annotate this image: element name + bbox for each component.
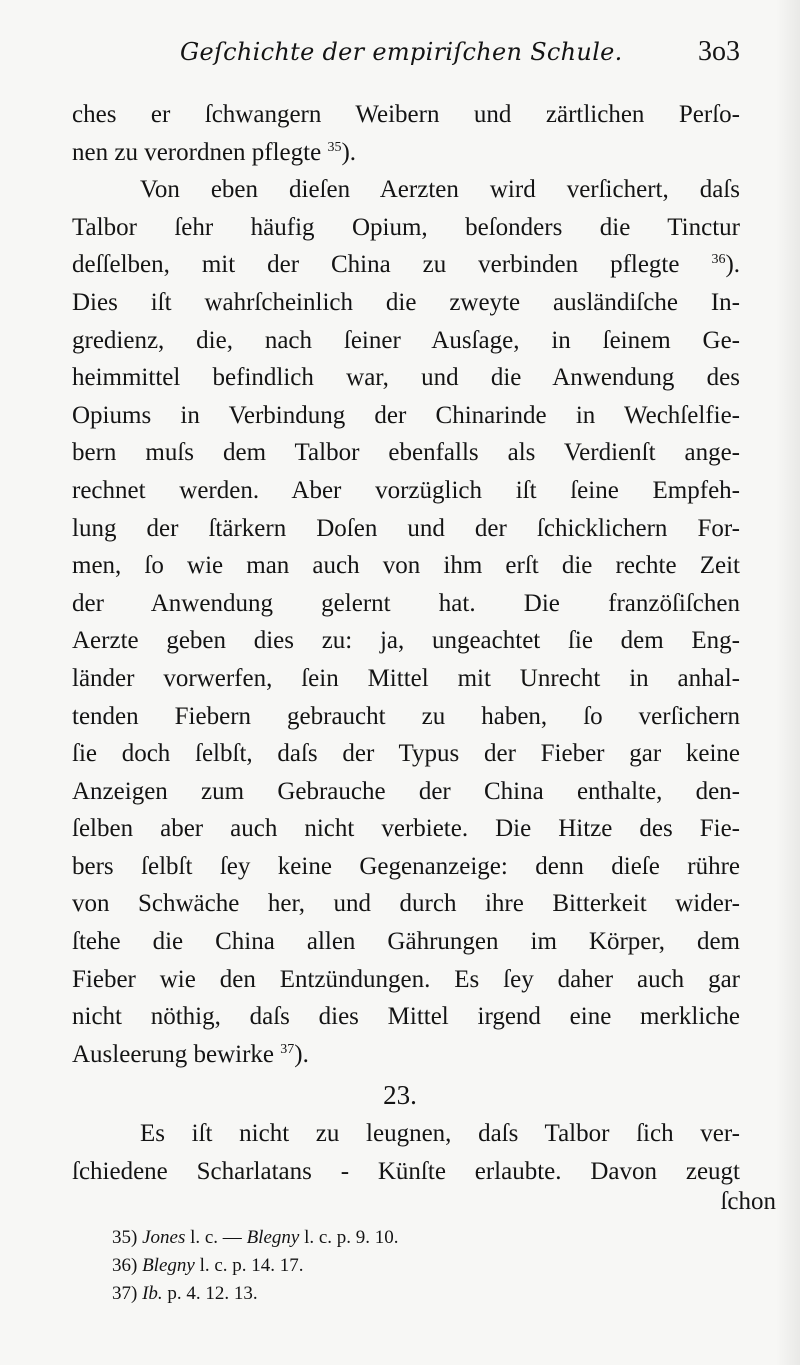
- text-line: Es iſt nicht zu leugnen, daſs Talbor ſich ver-: [140, 1120, 740, 1147]
- footnote-37: [112, 1280, 612, 1308]
- closing-paren: ).: [341, 138, 357, 166]
- closing-paren: ).: [725, 251, 741, 279]
- text-line: rechnet werden. Aber vorzüglich iſt ſeine Empfeh-: [72, 476, 740, 504]
- text-line: Fieber wie den Entzündungen. Es ſey daher auch gar: [72, 965, 740, 993]
- text-line: bers ſelbſt ſey keine Gegenanzeige: denn dieſe rühre: [72, 852, 740, 880]
- text-line: nicht nöthig, daſs dies Mittel irgend eine merkliche: [72, 1003, 740, 1031]
- text-line: tenden Fiebern gebraucht zu haben, ſo verſichern: [72, 702, 740, 730]
- text-line: Dies iſt wahrſcheinlich die zweyte ausländiſche In-: [72, 288, 740, 316]
- running-head: [70, 28, 750, 78]
- text-line: ches er ſchwangern Weibern und zärtlichen Perſo-: [72, 101, 740, 128]
- footnote-ref: 36: [711, 252, 726, 268]
- text-line: Von eben dieſen Aerzten wird verſichert, daſs: [140, 176, 740, 204]
- text-line: ſie doch ſelbſt, daſs der Typus der Fieber gar keine: [72, 740, 740, 768]
- text-line: lung der ſtärkern Doſen und der ſchicklichern For-: [72, 514, 740, 542]
- footnote-number: 35): [112, 1227, 138, 1248]
- footnote-36: [112, 1252, 612, 1280]
- text-line: bern muſs dem Talbor ebenfalls als Verdienſt ange-: [72, 439, 740, 467]
- footnote-text: p. 4. 12. 13.: [162, 1283, 258, 1304]
- text-line: ſtehe die China allen Gährungen im Körper, dem: [72, 928, 740, 956]
- text-line: ſchiedene Scharlatans - Künſte erlaubte. Davon zeugt: [72, 1157, 740, 1185]
- footnote-author: Jones: [142, 1227, 186, 1248]
- footnote-number: 36): [112, 1255, 138, 1276]
- text-line: men, ſo wie man auch von ihm erſt die rechte Zeit: [72, 552, 740, 580]
- running-title: Geſchichte der empiriſchen Schule.: [180, 38, 623, 66]
- closing-paren: ).: [294, 1040, 309, 1068]
- footnote-text: l. c. p. 14. 17.: [194, 1255, 304, 1276]
- footnotes: [112, 1224, 612, 1308]
- text-line: von Schwäche her, und durch ihre Bitterkeit wider-: [72, 890, 740, 918]
- text-line: Talbor ſehr häufig Opium, beſonders die Tinctur: [72, 213, 740, 241]
- footnote-text: l. c. p. 9. 10.: [299, 1227, 399, 1248]
- paragraph-second: [72, 1115, 740, 1190]
- text-line: Anzeigen zum Gebrauche der China enthalte, den-: [72, 777, 740, 805]
- text-line-content: Ausleerung bewirke: [72, 1040, 275, 1068]
- footnote-author: Blegny: [142, 1255, 195, 1276]
- text-line: [72, 1036, 740, 1074]
- text-line: der Anwendung gelernt hat. Die franzöſiſchen: [72, 589, 740, 617]
- footnote-text: l. c. —: [185, 1227, 247, 1248]
- footnote-35: [112, 1224, 612, 1252]
- text-line: Opiums in Verbindung der Chinarinde in Wechſelfie-: [72, 401, 740, 429]
- footnote-ref: 37: [280, 1041, 295, 1057]
- text-line: gredienz, die, nach ſeiner Ausſage, in ſeinem Ge-: [72, 326, 740, 354]
- section-number: 23.: [383, 1080, 417, 1110]
- text-line: länder vorwerfen, ſein Mittel mit Unrecht in anhal-: [72, 664, 740, 692]
- text-line: Aerzte geben dies zu: ja, ungeachtet ſie dem Eng-: [72, 627, 740, 655]
- text-line-content: nen zu verordnen pflegte: [72, 138, 322, 166]
- text-line: [72, 134, 740, 172]
- footnote-ref: 35: [327, 139, 342, 155]
- text-line-content: deſſelben, mit der China zu verbinden pflegte: [72, 251, 680, 279]
- page-number: 3o3: [698, 36, 740, 67]
- footnote-author: Ib.: [142, 1283, 163, 1304]
- catchword: ſchon: [720, 1188, 776, 1215]
- text-line: ſelben aber auch nicht verbiete. Die Hitze des Fie-: [72, 815, 740, 843]
- paragraph-main: [72, 96, 740, 1073]
- text-line: [72, 246, 740, 284]
- text-line: heimmittel befindlich war, und die Anwendung des: [72, 364, 740, 392]
- footnote-author: Blegny: [246, 1227, 300, 1248]
- footnote-number: 37): [112, 1283, 138, 1304]
